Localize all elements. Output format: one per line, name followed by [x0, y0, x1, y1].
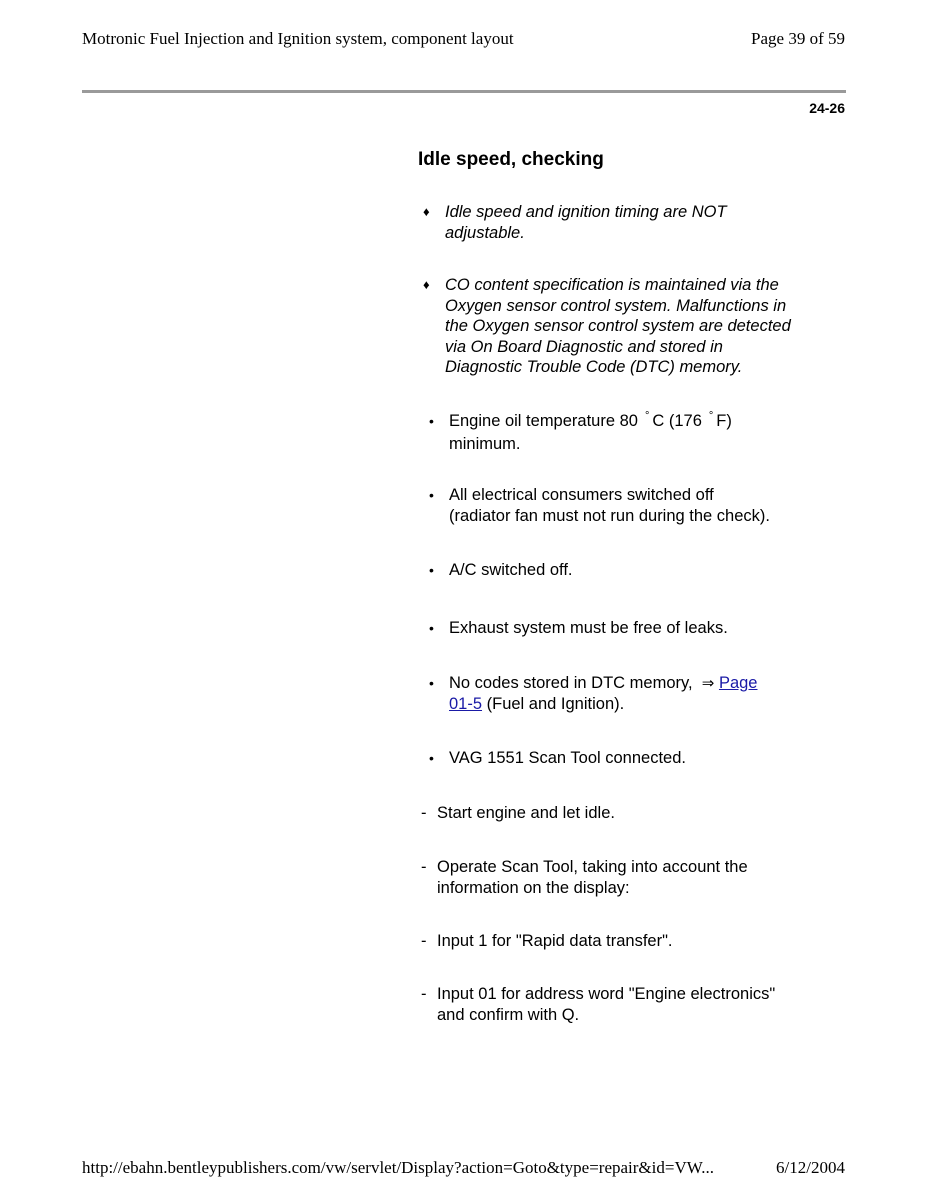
condition-line: VAG 1551 Scan Tool connected. — [449, 749, 686, 767]
note-line: CO content specification is maintained via the — [445, 276, 779, 294]
document-title: Motronic Fuel Injection and Ignition system, component layout — [82, 29, 514, 48]
condition-line: minimum. — [449, 434, 521, 453]
condition-line: (radiator fan must not run during the check). — [449, 506, 770, 525]
note-line: via On Board Diagnostic and stored in — [445, 337, 723, 356]
note-line: Oxygen sensor control system. Malfunctions in — [445, 296, 787, 315]
step-line: Start engine and let idle. — [437, 804, 615, 822]
step-line: Input 01 for address word "Engine electronics" — [437, 985, 776, 1003]
note-line: the Oxygen sensor control system are detected — [445, 317, 791, 335]
bullet-icon: • — [429, 413, 434, 429]
condition-line: Exhaust system must be free of leaks. — [449, 619, 728, 637]
dash-marker: - — [421, 985, 427, 1003]
page-heading: Idle speed, checking — [418, 149, 604, 170]
page-link[interactable]: 01-5 — [449, 694, 483, 713]
note-line: Diagnostic Trouble Code (DTC) memory. — [445, 358, 743, 376]
condition-line: Engine oil temperature 80 ° C (176 ° F) — [449, 410, 732, 430]
arrow-right-icon: ⇒ — [701, 674, 715, 692]
step-line: Operate Scan Tool, taking into account the — [437, 858, 748, 876]
degree-symbol: ° — [644, 410, 650, 422]
bullet-icon: • — [429, 562, 434, 578]
condition-line: A/C switched off. — [449, 561, 573, 579]
step-line: and confirm with Q. — [437, 1005, 580, 1024]
bullet-icon: • — [429, 487, 434, 503]
condition-line: All electrical consumers switched off — [449, 486, 714, 504]
note-line: Idle speed and ignition timing are NOT — [445, 203, 727, 221]
step-line: Input 1 for "Rapid data transfer". — [437, 932, 673, 950]
bullet-icon: • — [429, 750, 434, 766]
dash-marker: - — [421, 858, 427, 876]
condition-line: No codes stored in DTC memory, ⇒ Page — [449, 674, 758, 692]
bullet-icon: • — [429, 675, 434, 691]
bullet-icon: • — [429, 620, 434, 636]
dash-marker: - — [421, 932, 427, 950]
page-indicator: Page 39 of 59 — [751, 29, 845, 48]
note-line: adjustable. — [445, 223, 525, 242]
footer-date: 6/12/2004 — [776, 1158, 845, 1177]
degree-symbol: ° — [708, 410, 714, 422]
diamond-bullet-icon: ♦ — [423, 204, 430, 219]
step-line: information on the display: — [437, 878, 630, 897]
diamond-bullet-icon: ♦ — [423, 277, 430, 292]
dash-marker: - — [421, 804, 427, 822]
header-divider — [82, 90, 846, 93]
footer-url: http://ebahn.bentleypublishers.com/vw/servlet/Display?action=Goto&type=repair&id=VW... — [82, 1158, 714, 1177]
page-link[interactable]: Page — [718, 674, 758, 692]
section-number: 24-26 — [809, 100, 845, 116]
condition-line: 01-5 (Fuel and Ignition). — [449, 694, 625, 713]
